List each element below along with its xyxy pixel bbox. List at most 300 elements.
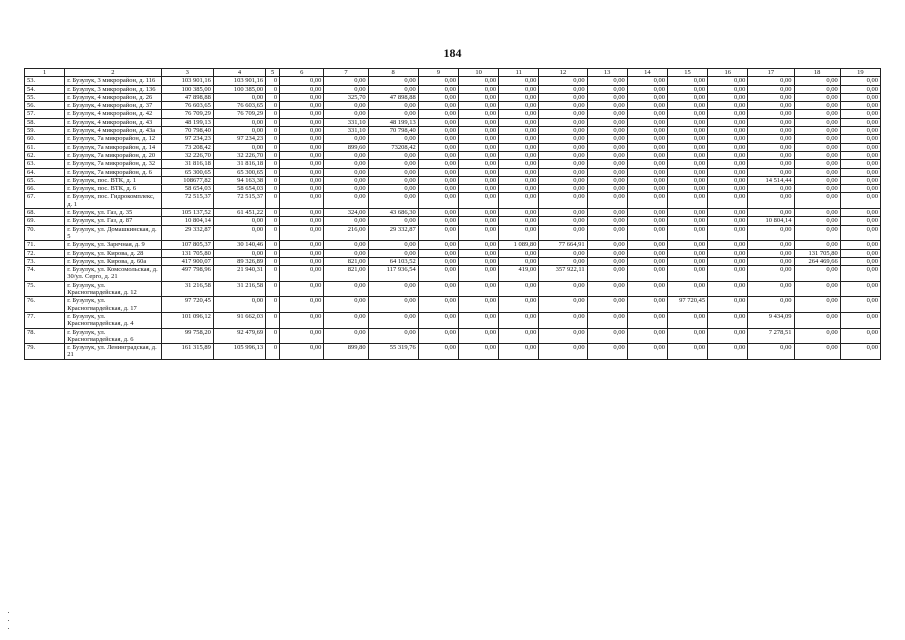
table-row [25, 176, 881, 184]
value-cell: 0,00 [539, 160, 587, 168]
table-row [25, 209, 881, 217]
column-header: 7 [324, 69, 368, 77]
value-cell: 0,00 [587, 257, 627, 265]
row-number: 60. [25, 135, 65, 143]
value-cell: 94 163,38 [213, 176, 265, 184]
value-cell: 0,00 [587, 77, 627, 85]
value-cell: 0,00 [627, 110, 667, 118]
value-cell: 32 226,70 [161, 151, 213, 159]
value-cell: 0,00 [708, 281, 748, 297]
column-header: 9 [418, 69, 458, 77]
value-cell: 0,00 [708, 185, 748, 193]
value-cell: 97 720,45 [161, 297, 213, 313]
value-cell: 0,00 [840, 344, 880, 360]
value-cell: 0,00 [840, 176, 880, 184]
value-cell: 0,00 [499, 225, 539, 241]
value-cell: 0,00 [840, 118, 880, 126]
value-cell: 0,00 [418, 118, 458, 126]
value-cell: 0,00 [627, 85, 667, 93]
value-cell: 0,00 [368, 151, 418, 159]
value-cell: 0,00 [418, 85, 458, 93]
value-cell: 0,00 [708, 225, 748, 241]
value-cell: 0,00 [539, 151, 587, 159]
row-number: 75. [25, 281, 65, 297]
table-row [25, 328, 881, 344]
value-cell: 0,00 [587, 249, 627, 257]
value-cell: 0,00 [708, 176, 748, 184]
value-cell: 0,00 [794, 266, 840, 282]
value-cell: 0,00 [499, 185, 539, 193]
value-cell: 0,00 [627, 241, 667, 249]
value-cell: 0,00 [368, 176, 418, 184]
value-cell: 0,00 [794, 225, 840, 241]
value-cell: 0,00 [667, 168, 707, 176]
value-cell: 0,00 [840, 266, 880, 282]
page-number: 184 [443, 46, 462, 60]
address-cell: г. Бузулук, пос. ВТК, д. 6 [65, 185, 161, 193]
value-cell: 0,00 [748, 225, 794, 241]
address-cell: г. Бузулук, 4 микрорайон, д. 26 [65, 93, 161, 101]
table-row [25, 85, 881, 93]
value-cell: 0,00 [499, 135, 539, 143]
value-cell: 497 798,96 [161, 266, 213, 282]
value-cell: 97 234,23 [213, 135, 265, 143]
column-header: 15 [667, 69, 707, 77]
address-cell: г. Бузулук, 7а микрорайон, д. 14 [65, 143, 161, 151]
value-cell: 0,00 [418, 151, 458, 159]
value-cell: 0,00 [213, 127, 265, 135]
value-cell: 0,00 [539, 135, 587, 143]
table-row [25, 127, 881, 135]
value-cell: 0,00 [539, 127, 587, 135]
value-cell: 0,00 [418, 160, 458, 168]
value-cell: 0,00 [840, 297, 880, 313]
value-cell: 0,00 [418, 312, 458, 328]
value-cell: 72 515,37 [161, 193, 213, 209]
value-cell: 0,00 [587, 160, 627, 168]
address-cell: г. Бузулук, ул. Красногвардейская, д. 6 [65, 328, 161, 344]
table-row [25, 193, 881, 209]
value-cell: 0 [266, 185, 280, 193]
value-cell: 43 686,30 [368, 209, 418, 217]
value-cell: 10 804,14 [748, 217, 794, 225]
row-number: 73. [25, 257, 65, 265]
value-cell: 30 140,46 [213, 241, 265, 249]
value-cell: 0,00 [627, 151, 667, 159]
column-header: 1 [25, 69, 65, 77]
value-cell: 0,00 [418, 241, 458, 249]
value-cell: 417 900,07 [161, 257, 213, 265]
value-cell: 0,00 [587, 328, 627, 344]
value-cell: 0,00 [667, 241, 707, 249]
value-cell: 31 816,18 [213, 160, 265, 168]
value-cell: 0,00 [418, 193, 458, 209]
value-cell: 31 816,18 [161, 160, 213, 168]
value-cell: 0,00 [794, 217, 840, 225]
value-cell: 0 [266, 102, 280, 110]
value-cell: 0,00 [667, 102, 707, 110]
value-cell: 0,00 [794, 344, 840, 360]
value-cell: 0,00 [587, 93, 627, 101]
value-cell: 0,00 [213, 225, 265, 241]
table-row [25, 93, 881, 101]
value-cell: 0,00 [794, 312, 840, 328]
value-cell: 331,10 [324, 127, 368, 135]
table-header-row [25, 69, 881, 77]
value-cell: 21 940,31 [213, 266, 265, 282]
value-cell: 131 705,80 [161, 249, 213, 257]
value-cell: 0,00 [667, 160, 707, 168]
value-cell: 0,00 [748, 281, 794, 297]
value-cell: 0,00 [794, 241, 840, 249]
value-cell: 0,00 [587, 281, 627, 297]
value-cell: 0,00 [458, 281, 498, 297]
value-cell: 216,00 [324, 225, 368, 241]
value-cell: 0,00 [840, 185, 880, 193]
value-cell: 0,00 [368, 102, 418, 110]
value-cell: 0,00 [539, 249, 587, 257]
value-cell: 0,00 [627, 193, 667, 209]
value-cell: 0 [266, 225, 280, 241]
value-cell: 0,00 [418, 143, 458, 151]
value-cell: 0,00 [748, 160, 794, 168]
value-cell: 0,00 [280, 312, 324, 328]
value-cell: 0,00 [499, 110, 539, 118]
value-cell: 105 996,13 [213, 344, 265, 360]
value-cell: 0,00 [499, 93, 539, 101]
value-cell: 0,00 [499, 127, 539, 135]
row-number: 74. [25, 266, 65, 282]
column-header: 16 [708, 69, 748, 77]
value-cell: 0,00 [667, 143, 707, 151]
value-cell: 0,00 [708, 257, 748, 265]
value-cell: 0,00 [539, 281, 587, 297]
value-cell: 899,80 [324, 344, 368, 360]
value-cell: 101 096,12 [161, 312, 213, 328]
address-cell: г. Бузулук, ул. Красногвардейская, д. 17 [65, 297, 161, 313]
value-cell: 0,00 [539, 118, 587, 126]
value-cell: 0,00 [708, 77, 748, 85]
value-cell: 0,00 [324, 168, 368, 176]
value-cell: 100 385,00 [161, 85, 213, 93]
address-cell: г. Бузулук, 3 микрорайон, д. 136 [65, 85, 161, 93]
value-cell: 0,00 [458, 257, 498, 265]
address-cell: г. Бузулук, 7а микрорайон, д. 20 [65, 151, 161, 159]
value-cell: 0,00 [708, 85, 748, 93]
value-cell: 0,00 [708, 110, 748, 118]
value-cell: 31 216,58 [213, 281, 265, 297]
value-cell: 0,00 [418, 225, 458, 241]
value-cell: 0,00 [794, 209, 840, 217]
value-cell: 0,00 [794, 110, 840, 118]
value-cell: 0,00 [587, 209, 627, 217]
value-cell: 0,00 [708, 143, 748, 151]
row-number: 69. [25, 217, 65, 225]
value-cell: 0,00 [324, 85, 368, 93]
value-cell: 0,00 [368, 297, 418, 313]
value-cell: 0,00 [458, 135, 498, 143]
value-cell: 0,00 [324, 217, 368, 225]
value-cell: 0 [266, 209, 280, 217]
value-cell: 0,00 [840, 85, 880, 93]
address-cell: г. Бузулук, 4 микрорайон, д. 42 [65, 110, 161, 118]
value-cell: 0,00 [418, 77, 458, 85]
value-cell: 0,00 [667, 127, 707, 135]
value-cell: 58 654,03 [161, 185, 213, 193]
value-cell: 0,00 [748, 102, 794, 110]
value-cell: 0,00 [418, 127, 458, 135]
value-cell: 899,60 [324, 143, 368, 151]
value-cell: 0,00 [499, 77, 539, 85]
value-cell: 0,00 [458, 185, 498, 193]
value-cell: 0,00 [499, 168, 539, 176]
address-cell: г. Бузулук, ул. Кирова, д. 28 [65, 249, 161, 257]
value-cell: 0,00 [587, 118, 627, 126]
value-cell: 0 [266, 143, 280, 151]
value-cell: 0 [266, 118, 280, 126]
value-cell: 0,00 [418, 93, 458, 101]
address-cell: г. Бузулук, 7а микрорайон, д. 6 [65, 168, 161, 176]
table-row [25, 160, 881, 168]
value-cell: 0,00 [539, 176, 587, 184]
value-cell: 0,00 [280, 151, 324, 159]
value-cell: 0,00 [324, 249, 368, 257]
value-cell: 0,00 [499, 328, 539, 344]
margin-dot [8, 620, 9, 621]
value-cell: 0,00 [748, 118, 794, 126]
value-cell: 0,00 [418, 135, 458, 143]
value-cell: 0,00 [539, 344, 587, 360]
value-cell: 0,00 [280, 266, 324, 282]
value-cell: 0,00 [280, 209, 324, 217]
value-cell: 0,00 [840, 93, 880, 101]
column-header: 6 [280, 69, 324, 77]
value-cell: 0,00 [587, 241, 627, 249]
column-header: 11 [499, 69, 539, 77]
column-header: 19 [840, 69, 880, 77]
value-cell: 10 804,14 [161, 217, 213, 225]
value-cell: 0,00 [627, 176, 667, 184]
value-cell: 0,00 [539, 217, 587, 225]
value-cell: 0,00 [499, 160, 539, 168]
value-cell: 161 315,89 [161, 344, 213, 360]
value-cell: 0,00 [458, 344, 498, 360]
value-cell: 0,00 [587, 312, 627, 328]
value-cell: 0,00 [368, 312, 418, 328]
row-number: 67. [25, 193, 65, 209]
value-cell: 0,00 [280, 102, 324, 110]
value-cell: 1 089,80 [499, 241, 539, 249]
value-cell: 107 805,37 [161, 241, 213, 249]
column-header: 14 [627, 69, 667, 77]
value-cell: 0,00 [708, 217, 748, 225]
value-cell: 0,00 [458, 110, 498, 118]
value-cell: 0,00 [587, 143, 627, 151]
value-cell: 0,00 [280, 93, 324, 101]
value-cell: 0,00 [587, 110, 627, 118]
value-cell: 0,00 [499, 217, 539, 225]
address-cell: г. Бузулук, пос. ВТК, д. 1 [65, 176, 161, 184]
value-cell: 0,00 [458, 209, 498, 217]
value-cell: 0,00 [794, 143, 840, 151]
table-row [25, 217, 881, 225]
value-cell: 0,00 [794, 328, 840, 344]
value-cell: 0,00 [587, 168, 627, 176]
value-cell: 0,00 [368, 241, 418, 249]
value-cell: 70 798,40 [161, 127, 213, 135]
value-cell: 0,00 [280, 225, 324, 241]
row-number: 79. [25, 344, 65, 360]
value-cell: 108677,82 [161, 176, 213, 184]
value-cell: 0,00 [213, 217, 265, 225]
value-cell: 0 [266, 344, 280, 360]
value-cell: 0,00 [840, 225, 880, 241]
value-cell: 0,00 [708, 135, 748, 143]
value-cell: 0,00 [418, 110, 458, 118]
value-cell: 0,00 [499, 344, 539, 360]
value-cell: 0,00 [539, 193, 587, 209]
value-cell: 7 278,51 [748, 328, 794, 344]
value-cell: 0,00 [280, 257, 324, 265]
table-row [25, 143, 881, 151]
value-cell: 29 332,87 [368, 225, 418, 241]
value-cell: 117 936,54 [368, 266, 418, 282]
value-cell: 0,00 [748, 127, 794, 135]
value-cell: 0,00 [627, 257, 667, 265]
value-cell: 0,00 [324, 297, 368, 313]
value-cell: 0 [266, 85, 280, 93]
value-cell: 0,00 [627, 143, 667, 151]
value-cell: 0,00 [539, 93, 587, 101]
value-cell: 0,00 [499, 249, 539, 257]
value-cell: 0,00 [627, 118, 667, 126]
value-cell: 0,00 [418, 102, 458, 110]
value-cell: 0,00 [794, 85, 840, 93]
value-cell: 0,00 [708, 168, 748, 176]
value-cell: 0,00 [324, 281, 368, 297]
value-cell: 0,00 [418, 297, 458, 313]
value-cell: 0,00 [748, 143, 794, 151]
value-cell: 0,00 [280, 77, 324, 85]
value-cell: 325,70 [324, 93, 368, 101]
value-cell: 0,00 [368, 281, 418, 297]
row-number: 77. [25, 312, 65, 328]
value-cell: 0,00 [708, 249, 748, 257]
value-cell: 0,00 [280, 85, 324, 93]
value-cell: 0,00 [748, 135, 794, 143]
value-cell: 0,00 [748, 266, 794, 282]
value-cell: 0,00 [794, 135, 840, 143]
value-cell: 0,00 [708, 297, 748, 313]
value-cell: 0,00 [418, 249, 458, 257]
value-cell: 0,00 [458, 176, 498, 184]
value-cell: 0,00 [458, 297, 498, 313]
value-cell: 0,00 [539, 110, 587, 118]
value-cell: 61 451,22 [213, 209, 265, 217]
value-cell: 48 199,13 [161, 118, 213, 126]
value-cell: 0,00 [458, 85, 498, 93]
value-cell: 0,00 [840, 151, 880, 159]
value-cell: 0 [266, 127, 280, 135]
value-cell: 0,00 [667, 209, 707, 217]
value-cell: 0,00 [539, 209, 587, 217]
row-number: 78. [25, 328, 65, 344]
column-header: 4 [213, 69, 265, 77]
value-cell: 91 662,03 [213, 312, 265, 328]
value-cell: 0,00 [627, 77, 667, 85]
value-cell: 0,00 [280, 118, 324, 126]
value-cell: 0,00 [587, 193, 627, 209]
value-cell: 0,00 [324, 328, 368, 344]
value-cell: 0,00 [539, 102, 587, 110]
value-cell: 0,00 [458, 160, 498, 168]
margin-dot [8, 628, 9, 629]
value-cell: 0,00 [708, 102, 748, 110]
value-cell: 0,00 [840, 168, 880, 176]
row-number: 59. [25, 127, 65, 135]
row-number: 63. [25, 160, 65, 168]
value-cell: 0,00 [280, 344, 324, 360]
value-cell: 0,00 [840, 193, 880, 209]
value-cell: 0,00 [368, 160, 418, 168]
value-cell: 0,00 [794, 118, 840, 126]
value-cell: 0,00 [499, 151, 539, 159]
value-cell: 0 [266, 77, 280, 85]
table-row [25, 312, 881, 328]
row-number: 68. [25, 209, 65, 217]
table-row [25, 257, 881, 265]
value-cell: 0,00 [667, 135, 707, 143]
address-cell: г. Бузулук, 3 микрорайон, д. 116 [65, 77, 161, 85]
value-cell: 0,00 [458, 225, 498, 241]
value-cell: 0,00 [324, 176, 368, 184]
value-cell: 0,00 [627, 185, 667, 193]
column-header: 3 [161, 69, 213, 77]
value-cell: 0,00 [667, 93, 707, 101]
address-cell: г. Бузулук, ул. Ленинградская, д. 21 [65, 344, 161, 360]
value-cell: 0,00 [667, 281, 707, 297]
value-cell: 0,00 [587, 185, 627, 193]
value-cell: 0,00 [627, 217, 667, 225]
value-cell: 0,00 [748, 93, 794, 101]
value-cell: 0,00 [794, 151, 840, 159]
value-cell: 0,00 [627, 328, 667, 344]
value-cell: 0,00 [840, 160, 880, 168]
address-cell: г. Бузулук, ул. Комсомольская, д. 30/ул. Серго, д. 21 [65, 266, 161, 282]
value-cell: 0,00 [280, 193, 324, 209]
row-number: 64. [25, 168, 65, 176]
column-header: 8 [368, 69, 418, 77]
value-cell: 0,00 [794, 185, 840, 193]
value-cell: 76 603,65 [213, 102, 265, 110]
value-cell: 92 479,69 [213, 328, 265, 344]
value-cell: 0,00 [368, 77, 418, 85]
value-cell: 0,00 [368, 185, 418, 193]
column-header: 18 [794, 69, 840, 77]
value-cell: 97 234,23 [161, 135, 213, 143]
row-number: 66. [25, 185, 65, 193]
value-cell: 0,00 [213, 297, 265, 313]
address-cell: г. Бузулук, ул. Красногвардейская, д. 4 [65, 312, 161, 328]
value-cell: 0,00 [539, 77, 587, 85]
value-cell: 0,00 [324, 160, 368, 168]
value-cell: 0,00 [667, 118, 707, 126]
value-cell: 0,00 [458, 266, 498, 282]
value-cell: 0,00 [539, 168, 587, 176]
margin-dot [8, 612, 9, 613]
value-cell: 0,00 [708, 328, 748, 344]
value-cell: 0,00 [794, 168, 840, 176]
